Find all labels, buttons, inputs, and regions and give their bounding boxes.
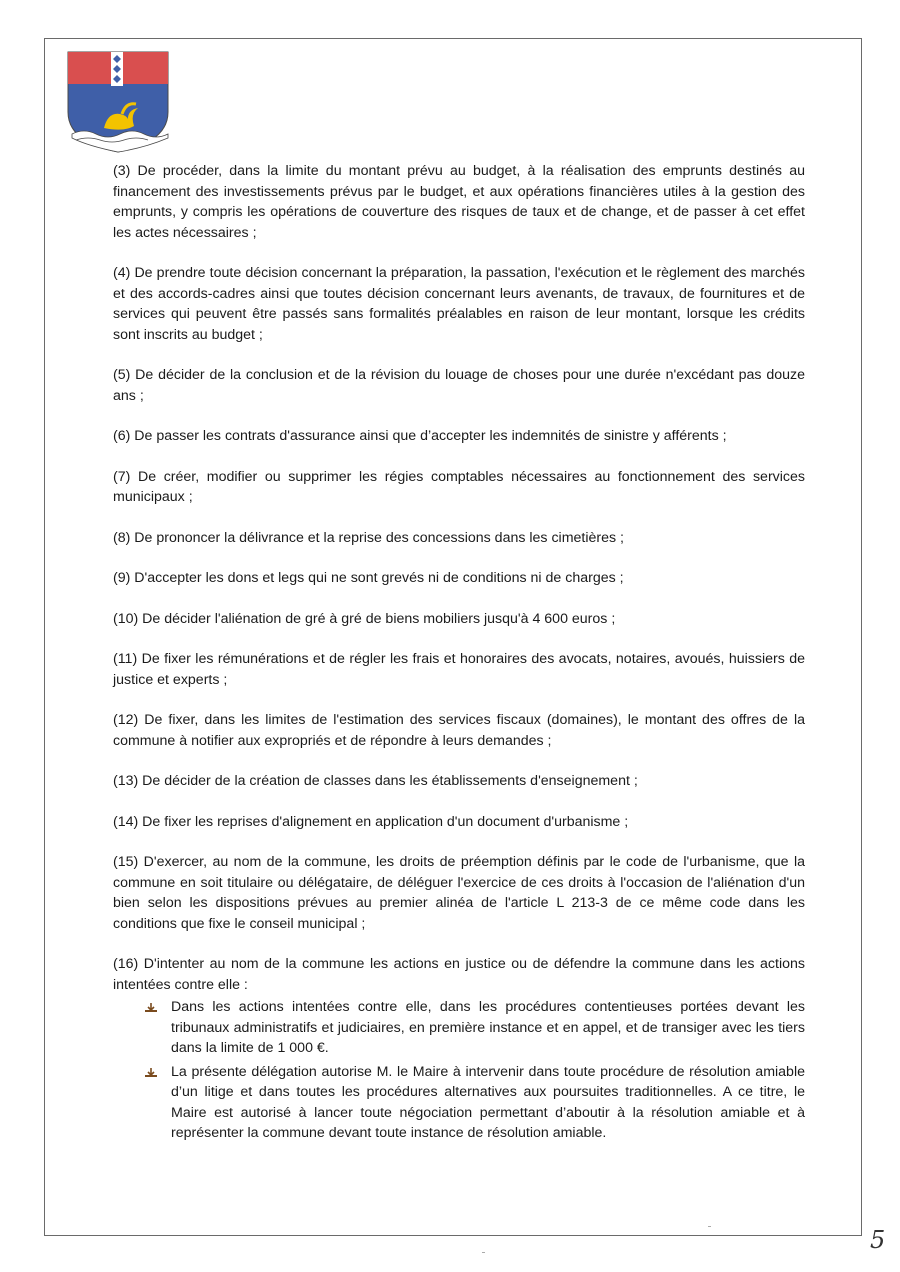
bullet-list — [113, 997, 805, 1144]
paragraph-14: (14) De fixer les reprises d'alignement en application d'un document d'urbanisme ; — [113, 813, 629, 830]
bullet-text: Dans les actions intentées contre elle, dans les procédures contentieuses portées devant les tribunaux administratifs et judiciaires, en première instance et en appel, et de transiger avec les tiers dans la limite de 1 000 €. — [171, 999, 805, 1056]
down-arrow-bullet-icon — [143, 1002, 159, 1014]
paragraph-16: (16) D'intenter au nom de la commune les actions en justice ou de défendre la commune dans les actions intentées contre elle : — [113, 956, 805, 993]
paragraph-6: (6) De passer les contrats d'assurance ainsi que d’accepter les indemnités de sinistre y afférents ; — [113, 428, 727, 444]
bullet-text: La présente délégation autorise M. le Maire à intervenir dans toute procédure de résolution amiable d’un litige et dans toutes les procédures alternatives aux poursuites traditionnelles. A ce titre, le Maire est autorisé à lancer toute négociation permettant d’aboutir à la résolution amiable et à représenter la commune devant toute instance de résolution amiable. — [171, 1063, 805, 1141]
down-arrow-bullet-icon — [143, 1067, 159, 1079]
paragraph-12: (12) De fixer, dans les limites de l'estimation des services fiscaux (domaines), le montant des offres de la commune à notifier aux expropriés et de répondre à leurs demandes ; — [113, 712, 805, 749]
document-body — [113, 161, 805, 1147]
paragraph-3: (3) De procéder, dans la limite du montant prévu au budget, à la réalisation des emprunts destinés au financement des investissements prévus par le budget, et aux opérations financières utiles à la gestion des emprunts, y compris les opérations de couverture des risques de taux et de change, et de passer à cet effet les actes nécessaires ; — [113, 163, 805, 241]
paragraph-8: (8) De prononcer la délivrance et la reprise des concessions dans les cimetières ; — [113, 529, 624, 546]
page-number: 5 — [870, 1226, 886, 1254]
paragraph-13: (13) De décider de la création de classes dans les établissements d'enseignement ; — [113, 773, 638, 789]
list-item — [143, 1062, 805, 1144]
coat-of-arms-icon — [64, 50, 172, 154]
paragraph-11: (11) De fixer les rémunérations et de régler les frais et honoraires des avocats, notaires, avoués, huissiers de justice et experts ; — [113, 651, 805, 688]
paragraph-9: (9) D'accepter les dons et legs qui ne sont grevés ni de conditions ni de charges ; — [113, 570, 624, 586]
paragraph-10: (10) De décider l'aliénation de gré à gré de biens mobiliers jusqu'à 4 600 euros ; — [113, 610, 616, 627]
scan-speck — [482, 1252, 485, 1253]
paragraph-7: (7) De créer, modifier ou supprimer les régies comptables nécessaires au fonctionnement des services municipaux ; — [113, 468, 805, 505]
paragraph-5: (5) De décider de la conclusion et de la révision du louage de choses pour une durée n'excédant pas douze ans ; — [113, 367, 805, 404]
paragraph-15: (15) D'exercer, au nom de la commune, les droits de préemption définis par le code de l'urbanisme, que la commune en soit titulaire ou délégataire, de déléguer l'exercice de ces droits à l'occasion de l'aliénation d'un bien selon les dispositions prévues au premier alinéa de l'article L 213-3 de ce même code dans les conditions que fixe le conseil municipal ; — [113, 854, 805, 932]
list-item — [143, 997, 805, 1059]
paragraph-4: (4) De prendre toute décision concernant la préparation, la passation, l'exécution et le règlement des marchés et des accords-cadres ainsi que toutes décision concernant leurs avenants, de travaux, de fournitures et de services qui peuvent être passés sans formalités préalables en raison de leur montant, lorsque les crédits sont inscrits au budget ; — [113, 265, 805, 343]
scan-speck — [708, 1226, 711, 1227]
